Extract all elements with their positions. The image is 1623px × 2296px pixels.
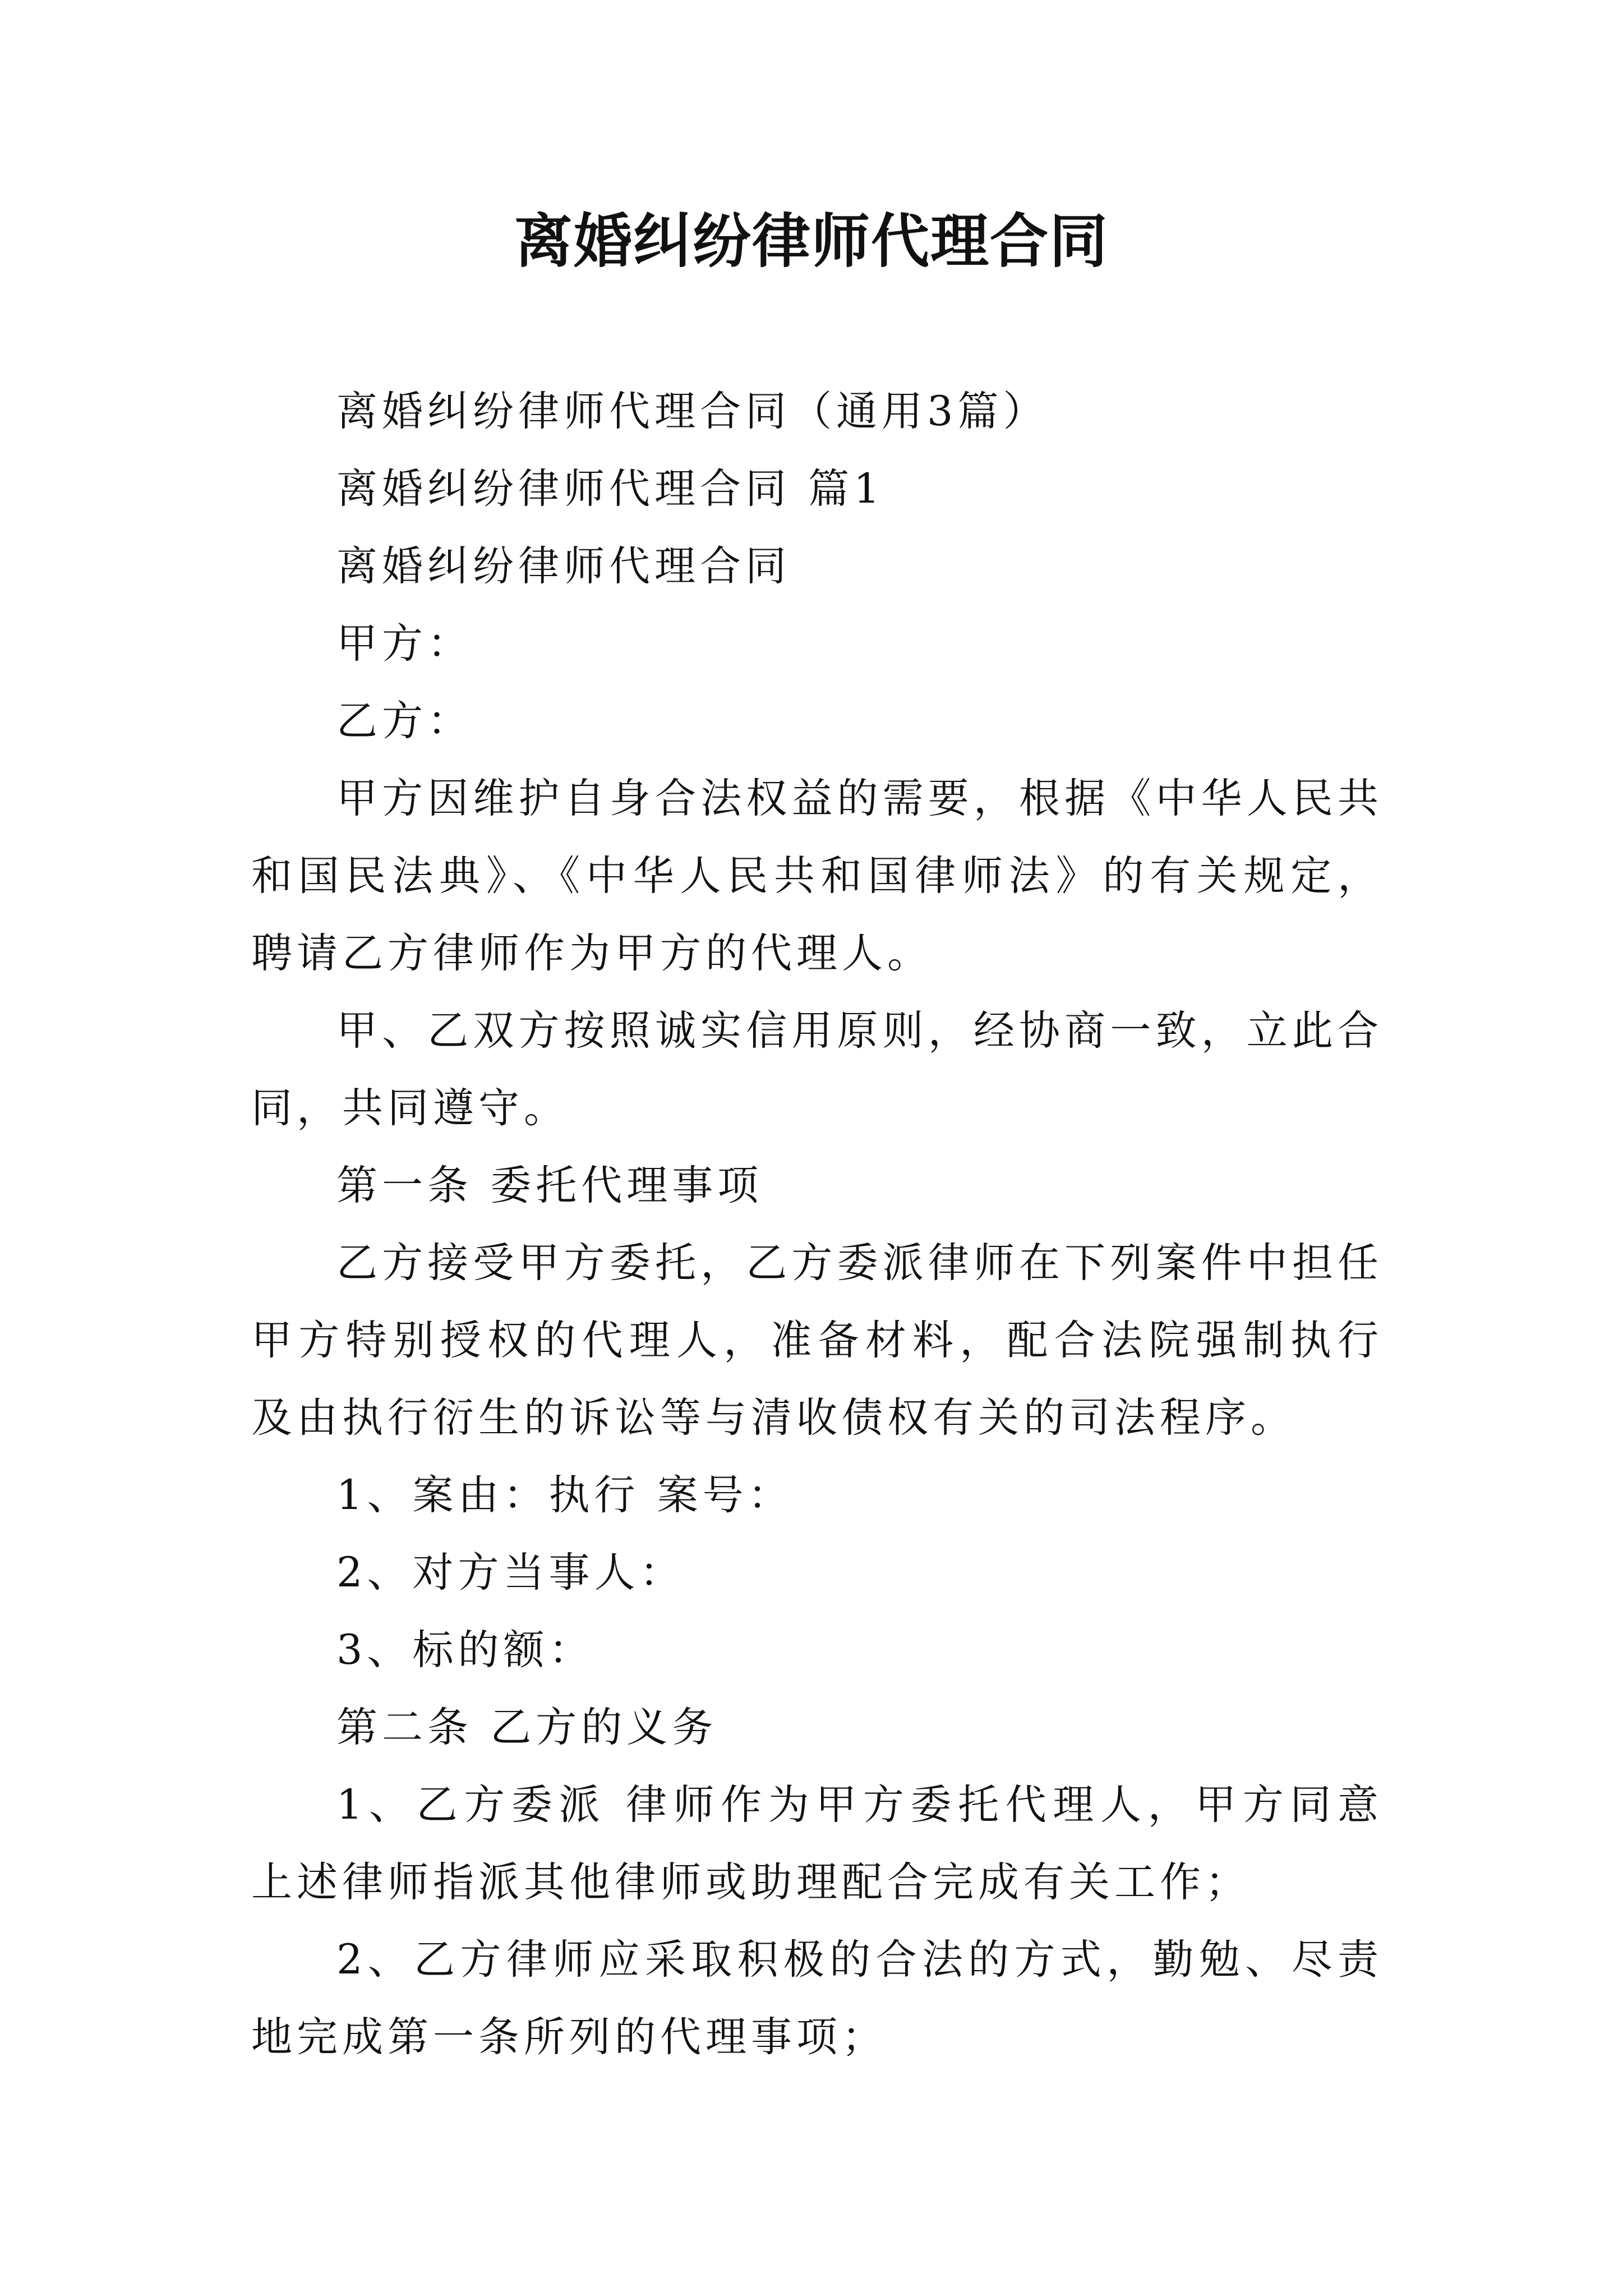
paragraph-section-heading: 离婚纠纷律师代理合同 篇1 [336, 465, 884, 513]
paragraph-contract-name: 离婚纠纷律师代理合同 [336, 542, 791, 590]
paragraph-preamble: 甲方因维护自身合法权益的需要，根据《中华人民共和国民法典》、《中华人民共和国律师法》的有关规定，聘请乙方律师作为甲方的代理人。 [251, 775, 1383, 977]
paragraph-article-2-heading: 第二条 乙方的义务 [336, 1704, 718, 1751]
paragraph-subtitle: 离婚纠纷律师代理合同（通用3篇） [336, 388, 1049, 435]
paragraph-agreement: 甲、乙双方按照诚实信用原则，经协商一致，立此合同，共同遵守。 [251, 1007, 1383, 1132]
paragraph-article-2-item-2: 2、乙方律师应采取积极的合法的方式，勤勉、尽责地完成第一条所列的代理事项； [251, 1936, 1383, 2061]
paragraph-party-b: 乙方： [336, 697, 473, 745]
paragraph-article-2-item-1: 1、乙方委派 律师作为甲方委托代理人，甲方同意上述律师指派其他律师或助理配合完成有关工作； [251, 1781, 1383, 1906]
paragraph-article-1-body: 乙方接受甲方委托，乙方委派律师在下列案件中担任甲方特别授权的代理人，准备材料，配合法院强制执行及由执行衍生的诉讼等与清收债权有关的司法程序。 [251, 1239, 1383, 1442]
document-body [251, 373, 1383, 2076]
paragraph-amount: 3、标的额： [336, 1626, 594, 1674]
document-title: 离婚纠纷律师代理合同 [514, 206, 1109, 275]
paragraph-opposing-party: 2、对方当事人： [336, 1549, 685, 1596]
paragraph-article-1-heading: 第一条 委托代理事项 [336, 1162, 763, 1209]
paragraph-case-cause: 1、案由：执行 案号： [336, 1471, 794, 1519]
paragraph-party-a: 甲方： [336, 620, 473, 668]
